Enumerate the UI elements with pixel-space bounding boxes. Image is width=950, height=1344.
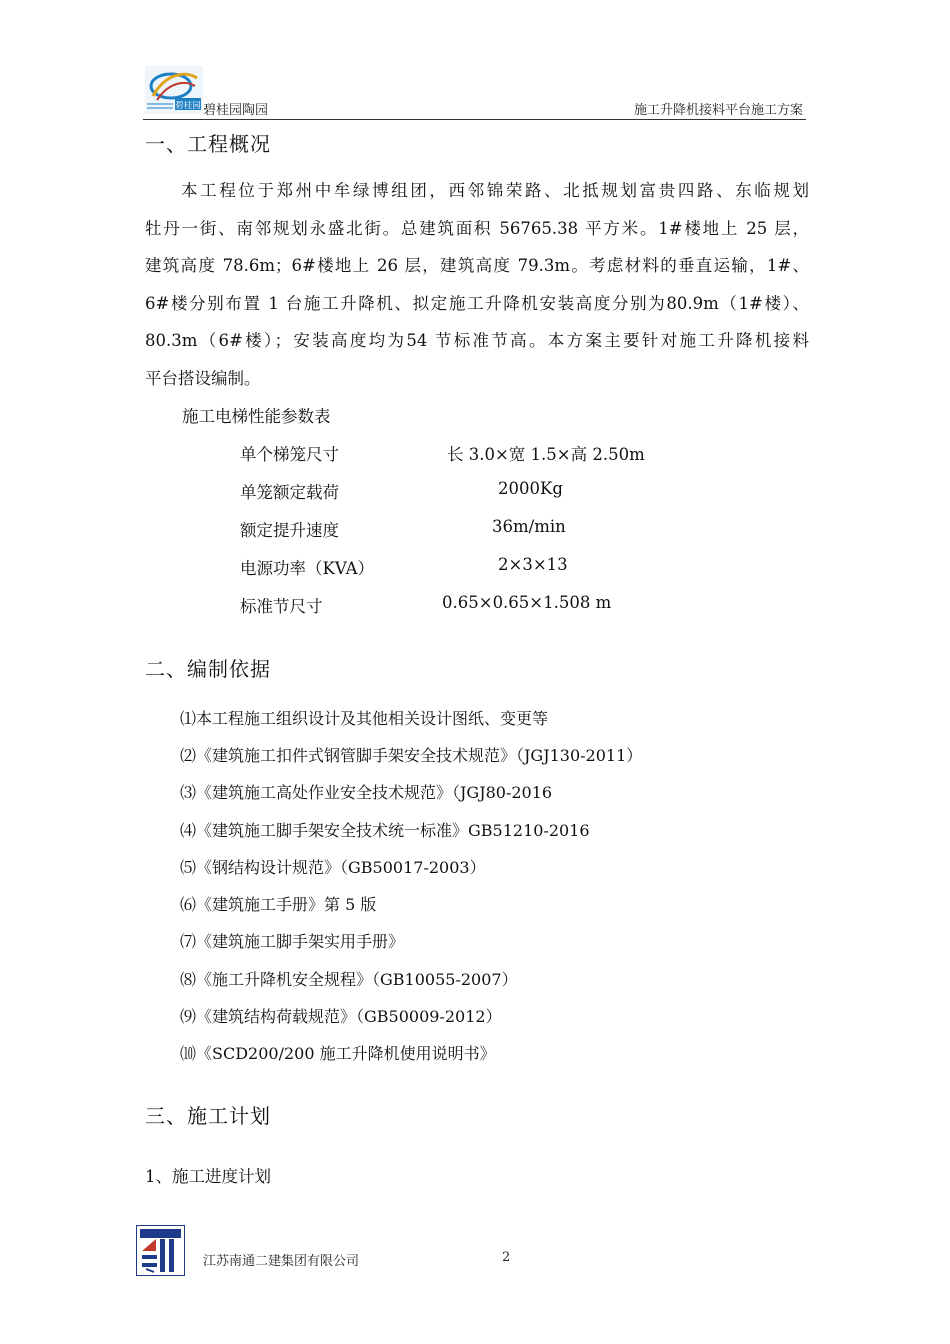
section-1-title: 一、工程概况 [145,132,271,156]
param-label: 标准节尺寸 [240,597,323,616]
section-3-title: 三、施工计划 [145,1104,271,1128]
param-label: 额定提升速度 [240,521,339,540]
paragraph-line: 建筑高度 78.6m；6#楼地上 26 层，建筑高度 79.3m。考虑材料的垂直运输，1#、 [145,256,809,275]
reference-item: ⑼《建筑结构荷载规范》（GB50009-2012） [180,1007,502,1026]
param-row [240,441,680,465]
page-number: 2 [502,1250,511,1265]
section-3-subtitle: 1、施工进度计划 [145,1167,271,1186]
section-1-paragraph [145,172,809,397]
paragraph-line: 6#楼分别布置 1 台施工升降机、拟定施工升降机安装高度分别为80.9m（1#楼）、 [145,293,809,313]
param-row [240,593,680,617]
reference-item: ⑷《建筑施工脚手架安全技术统一标准》GB51210-2016 [180,821,590,840]
param-row [240,517,680,541]
param-value: 2×3×13 [498,555,568,574]
param-label: 电源功率（KVA） [240,559,375,578]
param-row [240,555,680,579]
paragraph-line: 本工程位于郑州中牟绿博组团，西邻锦荣路、北抵规划富贵四路、东临规划 [181,181,809,200]
reference-item: ⑻《施工升降机安全规程》（GB10055-2007） [180,970,518,989]
reference-item: ⑴本工程施工组织设计及其他相关设计图纸、变更等 [180,709,549,728]
reference-item: ⑸《钢结构设计规范》（GB50017-2003） [180,858,486,877]
param-row [240,479,680,503]
logo-text: 碧桂园 [175,101,201,111]
paragraph-line: 牡丹一街、南邻规划永盛北街。总建筑面积 56765.38 平方米。1#楼地上 25 层， [145,218,809,238]
paragraph-line: 平台搭设编制。 [145,368,261,388]
reference-item: ⑽《SCD200/200 施工升降机使用说明书》 [180,1044,496,1063]
params-table-title: 施工电梯性能参数表 [182,407,331,426]
param-label: 单个梯笼尺寸 [240,445,339,464]
section-2-title: 二、编制依据 [145,657,271,681]
reference-item: ⑵《建筑施工扣件式钢管脚手架安全技术规范》（JGJ130-2011） [180,746,643,765]
paragraph-line: 80.3m（6#楼）；安装高度均为54 节标准节高。本方案主要针对施工升降机接料 [145,331,809,350]
reference-item: ⑺《建筑施工脚手架实用手册》 [180,932,405,951]
company-logo-icon [136,1225,185,1276]
reference-item: ⑹《建筑施工手册》第 5 版 [180,895,377,914]
param-value: 36m/min [492,517,566,536]
param-label: 单笼额定载荷 [240,483,339,502]
header-document-title: 施工升降机接料平台施工方案 [633,103,803,118]
param-value: 长 3.0×宽 1.5×高 2.50m [447,445,645,464]
header-divider [143,119,806,120]
param-value: 2000Kg [498,479,563,498]
header-project-name: 碧桂园陶园 [203,103,269,118]
footer-company: 江苏南通二建集团有限公司 [203,1254,360,1269]
reference-item: ⑶《建筑施工高处作业安全技术规范》（JGJ80-2016 [180,783,553,802]
country-garden-logo-icon [145,66,203,114]
param-value: 0.65×0.65×1.508 m [442,593,612,612]
